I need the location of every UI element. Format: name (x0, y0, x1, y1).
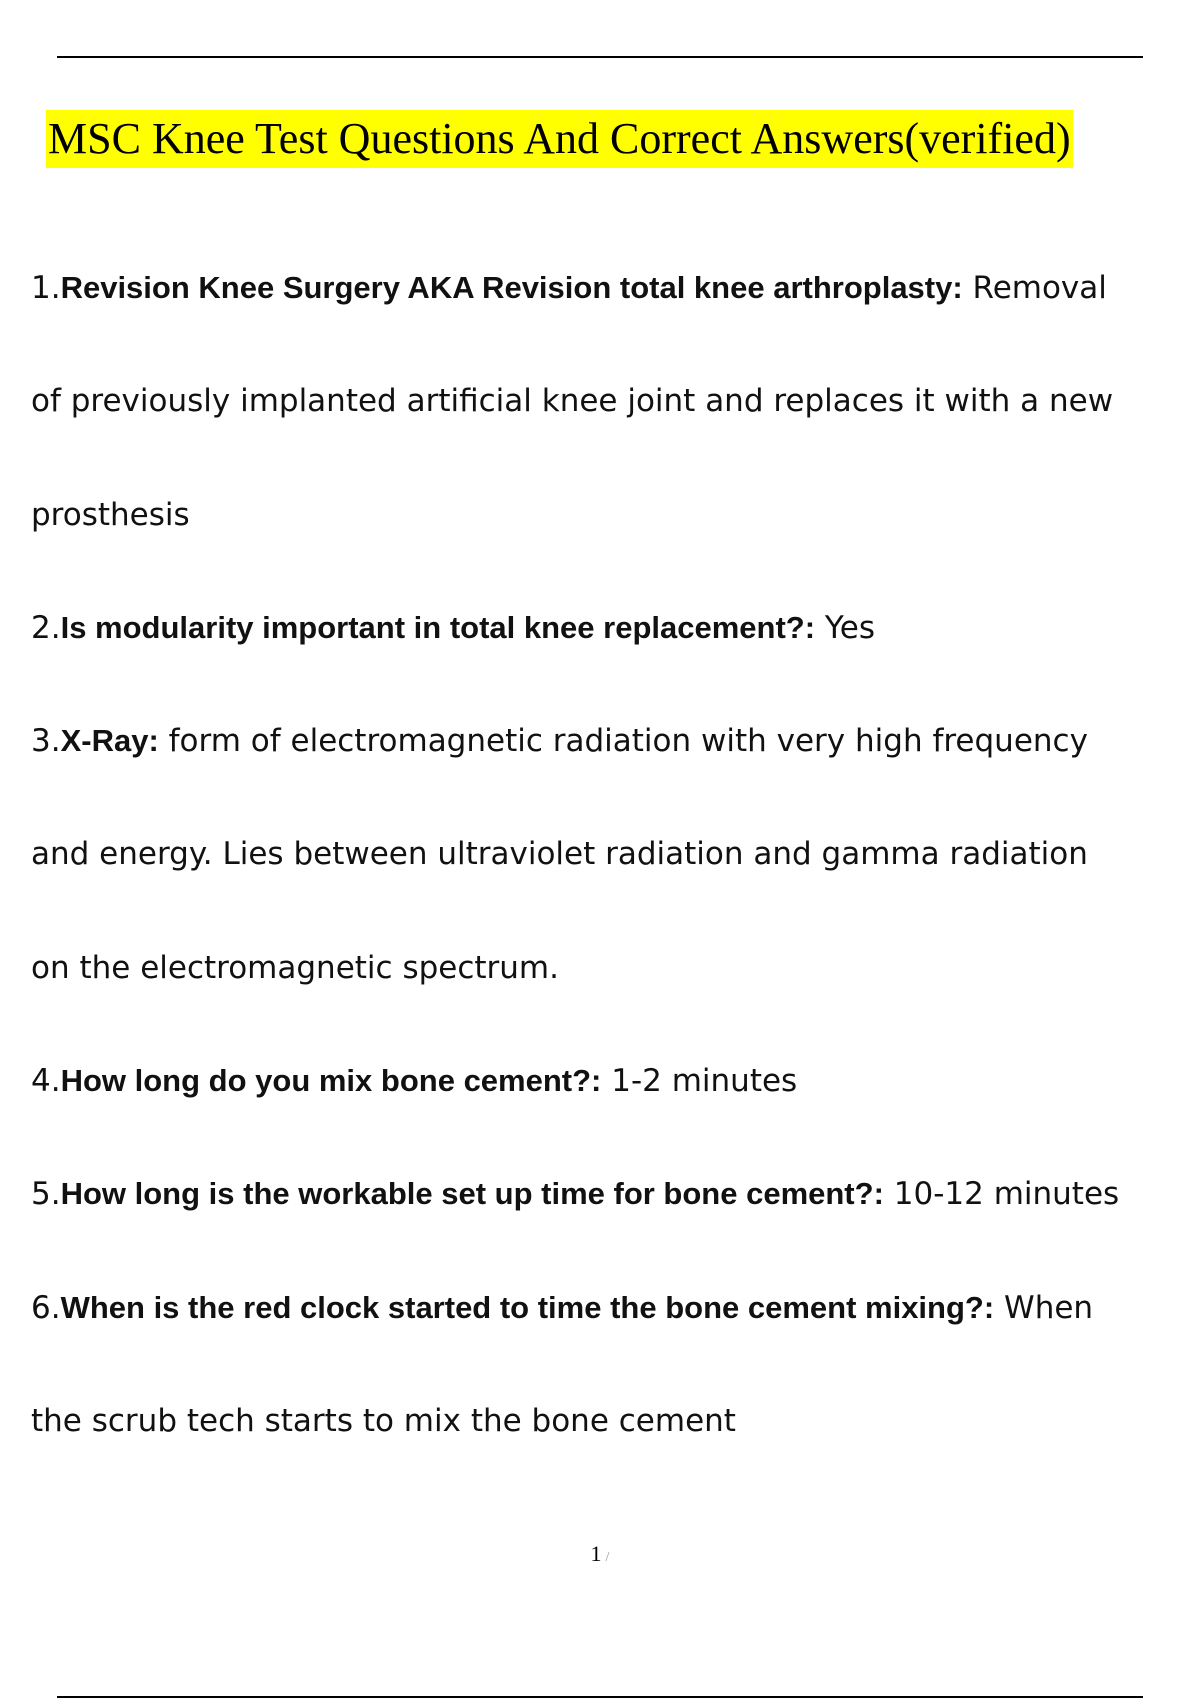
qa-question: How long is the workable set up time for bone cement?: (60, 1176, 884, 1212)
qa-answer: prosthesis (31, 496, 190, 533)
qa-answer: the scrub tech starts to mix the bone cement (31, 1402, 736, 1439)
qa-answer-continuation (31, 497, 1171, 610)
top-rule (57, 56, 1143, 58)
qa-answer: Removal (972, 270, 1107, 306)
qa-question: Is modularity important in total knee replacement?: (60, 609, 816, 645)
qa-item-4 (31, 1063, 1171, 1176)
qa-answer: When (1004, 1289, 1094, 1326)
qa-item-6 (31, 1290, 1171, 1403)
qa-answer: 10-12 minutes (893, 1176, 1120, 1213)
qa-number: 1. (31, 270, 61, 306)
qa-list (31, 270, 1171, 1516)
qa-answer: form of electromagnetic radiation with very high frequency (168, 723, 1088, 760)
qa-answer-continuation (31, 950, 1171, 1063)
title-highlight (46, 110, 1073, 168)
page-number (0, 1541, 1200, 1567)
qa-answer-continuation (31, 836, 1171, 949)
qa-number: 2. (31, 609, 61, 646)
qa-number: 6. (31, 1289, 61, 1326)
qa-number: 4. (31, 1063, 61, 1100)
qa-answer: on the electromagnetic spectrum. (31, 949, 559, 986)
qa-answer: of previously implanted artificial knee joint and replaces it with a new (31, 383, 1114, 420)
qa-question: How long do you mix bone cement?: (60, 1063, 602, 1099)
qa-item-3 (31, 723, 1171, 836)
page-number-value: 1 (590, 1541, 602, 1566)
qa-number: 3. (31, 723, 61, 760)
qa-item-5 (31, 1176, 1171, 1289)
qa-answer-continuation (31, 1403, 1171, 1516)
qa-answer: and energy. Lies between ultraviolet radiation and gamma radiation (31, 836, 1088, 873)
bottom-rule (57, 1696, 1143, 1698)
qa-question: When is the red clock started to time the bone cement mixing?: (60, 1289, 995, 1325)
qa-question: X-Ray: (60, 723, 159, 759)
page-number-separator: / (605, 1550, 610, 1565)
qa-question: Revision Knee Surgery AKA Revision total knee arthroplasty: (60, 270, 963, 305)
qa-answer: 1-2 minutes (611, 1063, 798, 1100)
document-title: MSC Knee Test Questions And Correct Answers(verified) (48, 114, 1071, 163)
qa-number: 5. (31, 1176, 61, 1213)
qa-answer-continuation (31, 383, 1171, 496)
qa-item-2 (31, 610, 1171, 723)
qa-answer: Yes (824, 609, 875, 646)
qa-item-1 (31, 270, 1171, 383)
